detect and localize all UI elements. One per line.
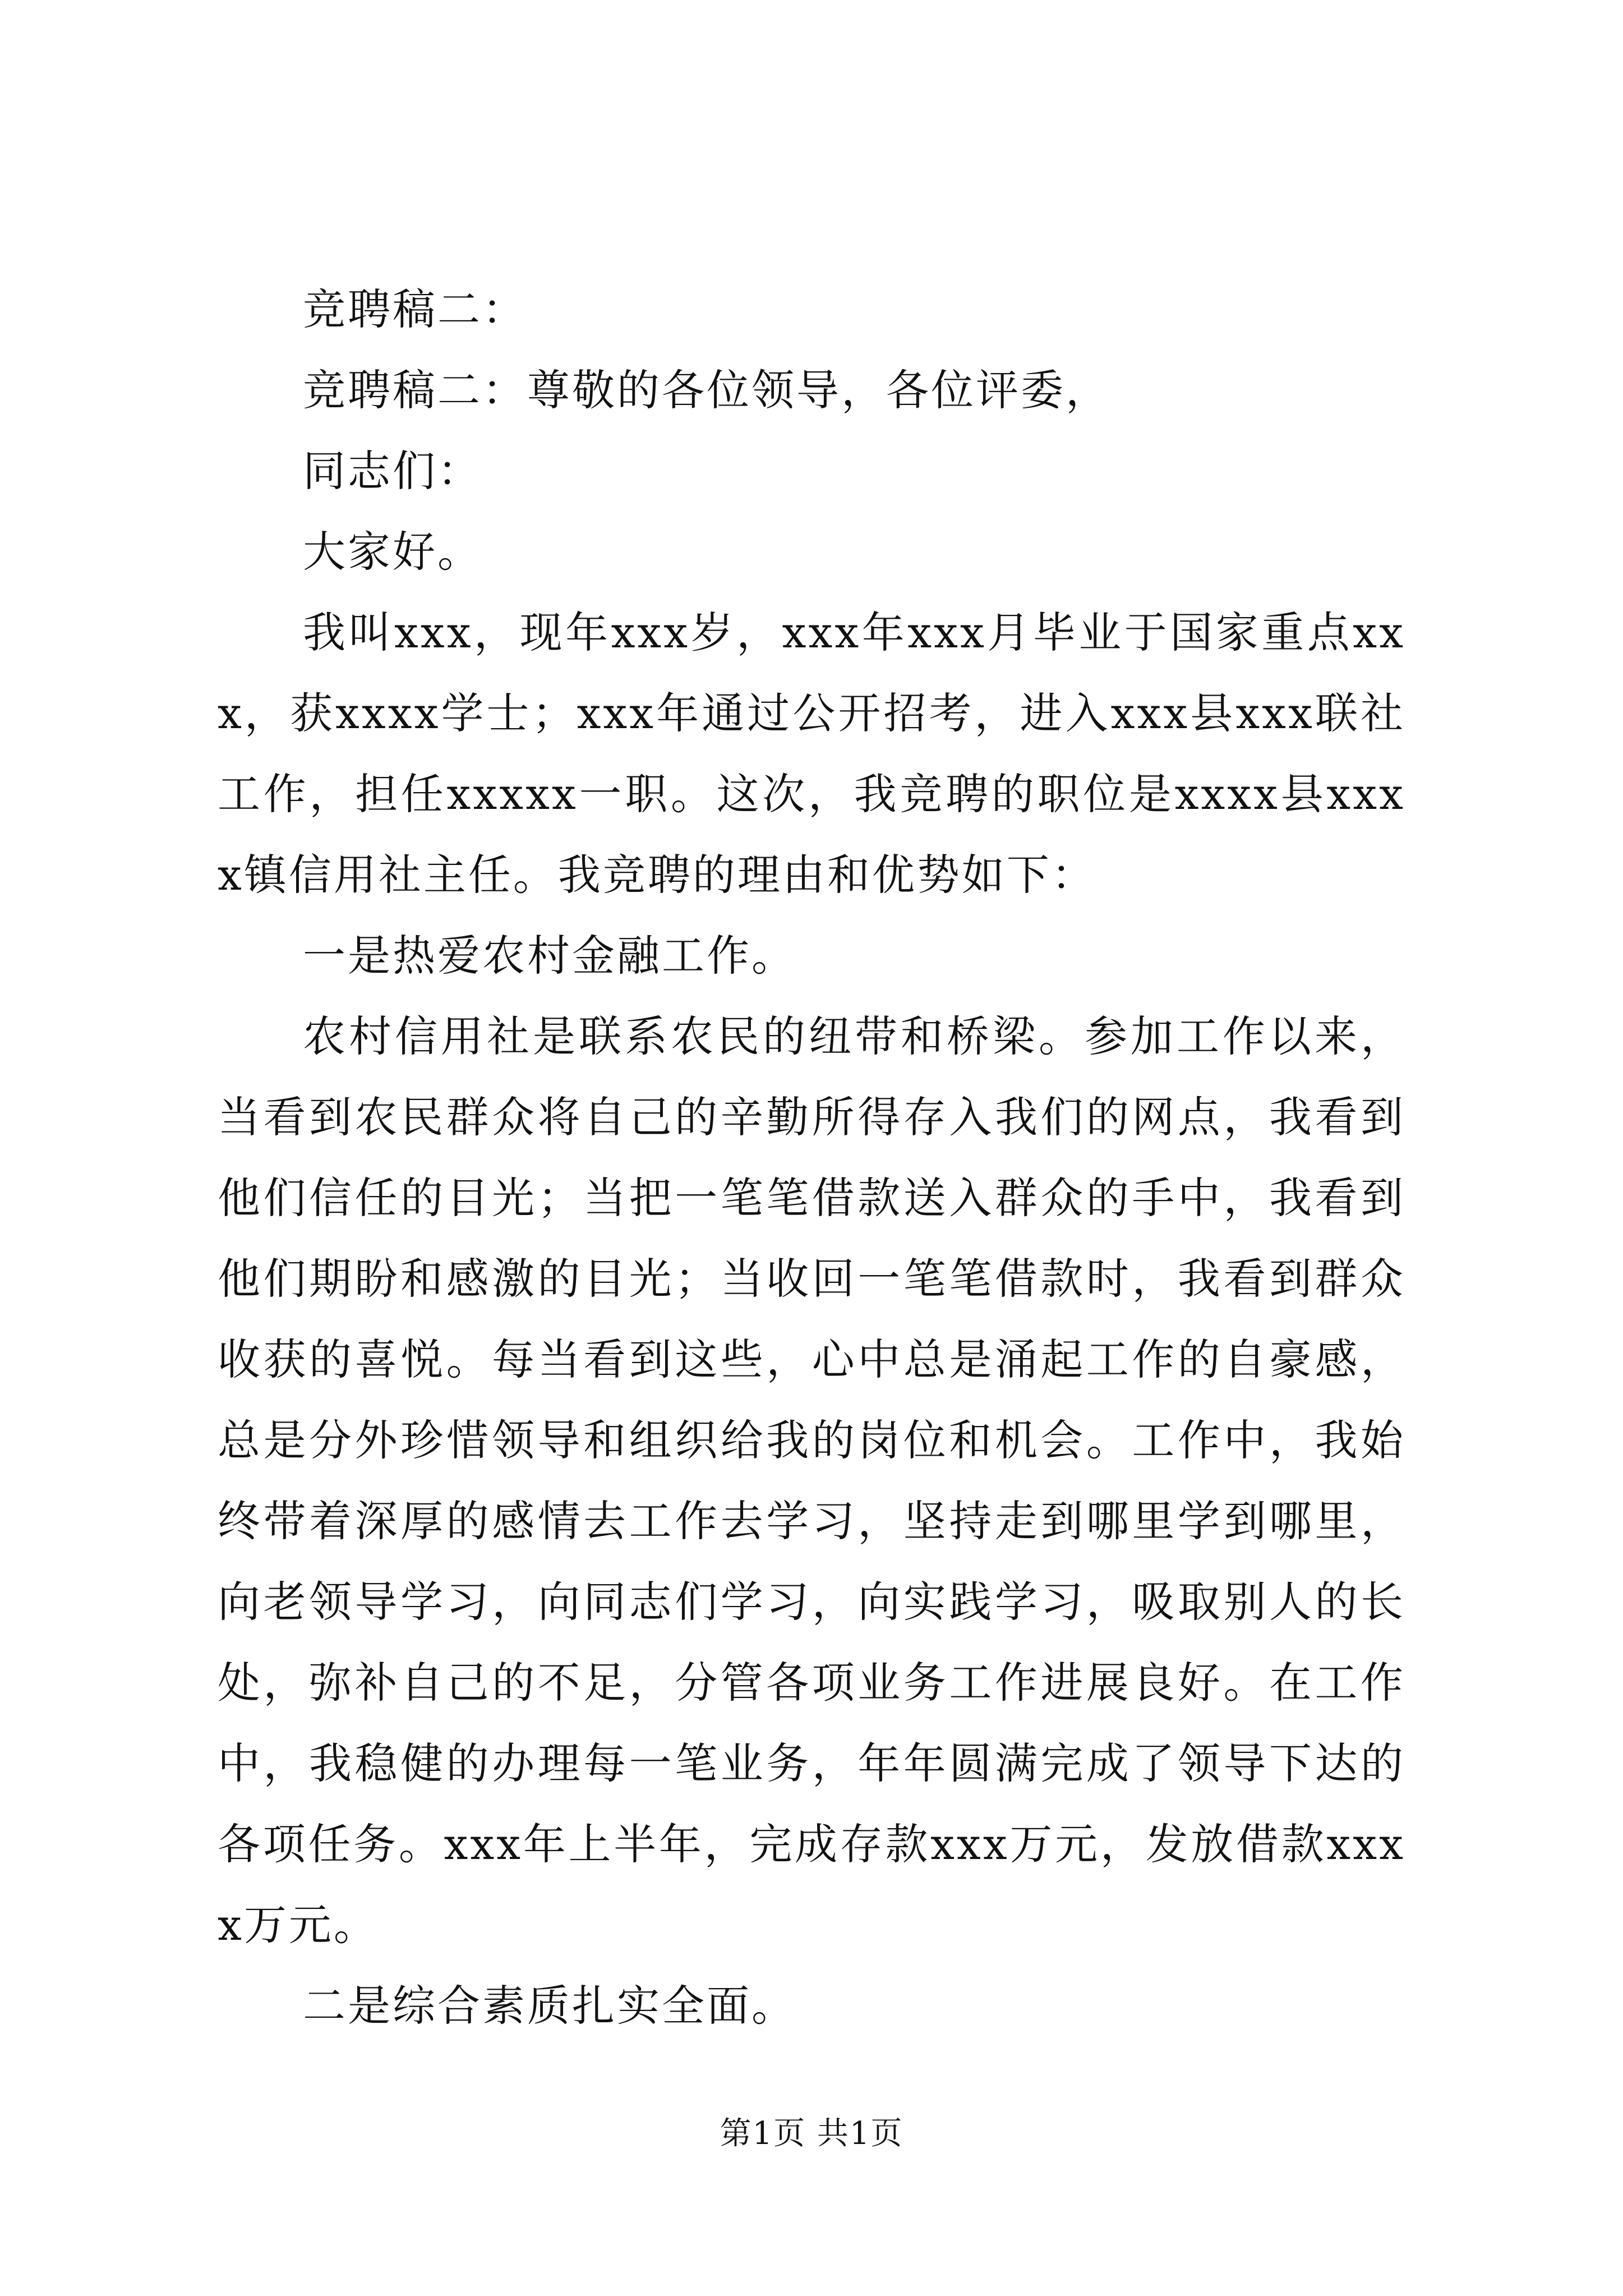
paragraph-point-one-body: 农村信用社是联系农民的纽带和桥梁。参加工作以来，当看到农民群众将自己的辛勤所得存入我们的网点，我看到他们信任的目光；当把一笔笔借款送入群众的手中，我看到他们期盼和感激的目光；当收回一笔笔借款时，我看到群众收获的喜悦。每当看到这些，心中总是涌起工作的自豪感，总是分外珍惜领导和组织给我的岗位和机会。工作中，我始终带着深厚的感情去工作去学习，坚持走到哪里学到哪里，向老领导学习，向同志们学习，向实践学习，吸取别人的长处，弥补自己的不足，分管各项业务工作进展良好。在工作中，我稳健的办理每一笔业务，年年圆满完成了领导下达的各项任务。xxx年上半年，完成存款xxx万元，发放借款xxxx万元。 <box>218 1011 1405 1950</box>
paragraph-point-one-heading: 一是热爱农村金融工作。 <box>303 931 796 981</box>
paragraph-heading: 竞聘稿二： <box>303 284 527 334</box>
paragraph-greeting: 大家好。 <box>303 527 482 577</box>
document-body <box>218 269 1405 2046</box>
paragraph-salutation: 竞聘稿二：尊敬的各位领导，各位评委， <box>303 365 1110 415</box>
page-number-footer: 第1页 共1页 <box>720 2115 903 2152</box>
paragraph-comrades: 同志们： <box>303 446 482 496</box>
paragraph-introduction: 我叫xxx，现年xxx岁，xxx年xxx月毕业于国家重点xxx，获xxxx学士；xxx年通过公开招考，进入xxx县xxx联社工作，担任xxxxx一职。这次，我竞聘的职位是xxxx县xxxx镇信用社主任。我竞聘的理由和优势如下： <box>218 608 1405 900</box>
paragraph-point-two-heading: 二是综合素质扎实全面。 <box>303 1981 796 2031</box>
